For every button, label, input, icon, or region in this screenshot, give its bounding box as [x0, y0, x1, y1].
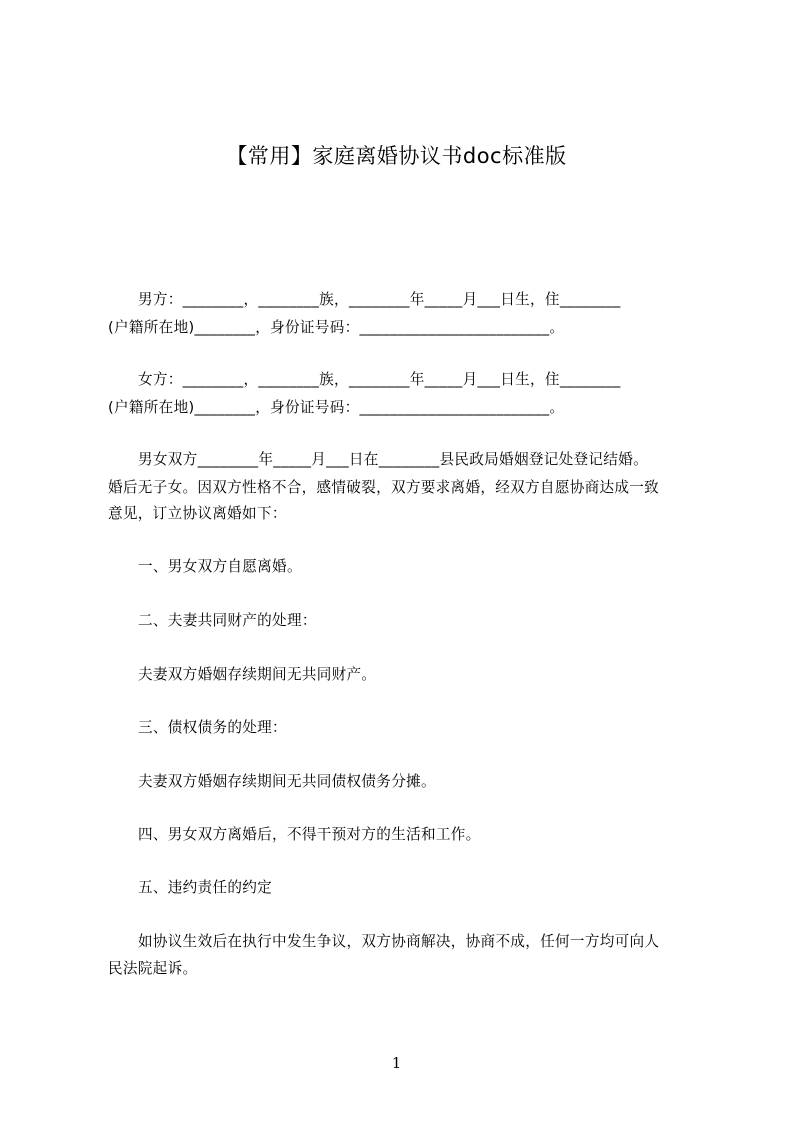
dispute-paragraph-line-2: 民法院起诉。 — [108, 960, 198, 977]
clause-3-text: 夫妻双方婚姻存续期间无共同债权债务分摊。 — [138, 773, 436, 790]
woman-info-line-2: (户籍所在地)________，身份证号码：_________________________。 — [108, 399, 565, 416]
clause-2-heading: 二、夫妻共同财产的处理： — [138, 612, 317, 629]
clause-5-heading: 五、违约责任的约定 — [138, 879, 273, 896]
document-title: 【常用】家庭离婚协议书doc标准版 — [226, 144, 567, 168]
page-number: 1 — [391, 1054, 402, 1072]
clause-1: 一、男女双方自愿离婚。 — [138, 558, 302, 575]
clause-4: 四、男女双方离婚后，不得干预对方的生活和工作。 — [138, 826, 481, 843]
man-info-line-2: (户籍所在地)________，身份证号码：_________________________。 — [108, 319, 565, 336]
marriage-paragraph-line-2: 婚后无子女。因双方性格不合，感情破裂，双方要求离婚，经双方自愿协商达成一致 — [108, 479, 660, 496]
clause-2-text: 夫妻双方婚姻存续期间无共同财产。 — [138, 666, 377, 683]
man-info-line-1: 男方：________，________族，________年_____月___日生，住________ — [138, 291, 621, 308]
clause-3-heading: 三、债权债务的处理： — [138, 719, 287, 736]
woman-info-line-1: 女方：________，________族，________年_____月___日生，住________ — [138, 371, 621, 388]
marriage-paragraph-line-3: 意见，订立协议离婚如下： — [108, 505, 287, 522]
dispute-paragraph-line-1: 如协议生效后在执行中发生争议，双方协商解决，协商不成，任何一方均可向人 — [138, 933, 660, 950]
marriage-paragraph-line-1: 男女双方________年_____月___日在________县民政局婚姻登记处登记结婚。 — [138, 451, 648, 468]
